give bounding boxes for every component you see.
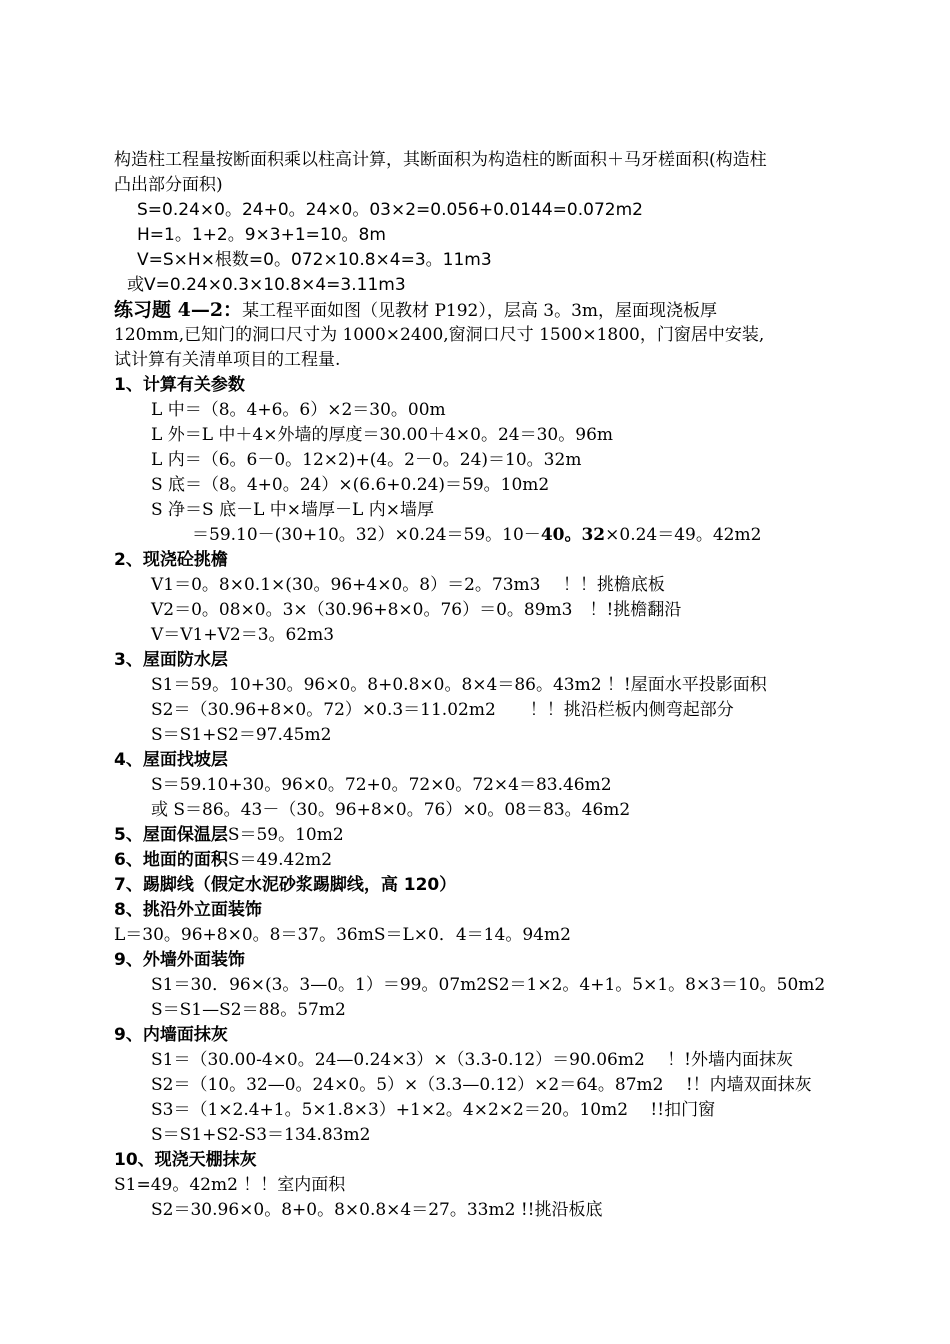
section-1-line-2: L 外＝L 中＋4×外墙的厚度＝30.00＋4×0。24＝30。96m: [151, 425, 614, 445]
section-5-text: S＝59。10m2: [227, 825, 344, 845]
section-3-heading: 3、屋面防水层: [114, 650, 228, 670]
section-5-line: [114, 823, 344, 847]
exercise-line-1: [114, 298, 717, 322]
section-4-line-1: S＝59.10+30。96×0。72+0。72×0。72×4＝83.46m2: [151, 775, 612, 795]
exercise-line-3: 试计算有关清单项目的工程量.: [114, 350, 341, 370]
section-9b-heading: 9、内墙面抹灰: [114, 1025, 228, 1045]
intro-line-2: 凸出部分面积): [114, 175, 223, 195]
intro-line-1: 构造柱工程量按断面积乘以柱高计算，其断面积为构造柱的断面积＋马牙槎面积(构造柱: [114, 150, 767, 170]
section-6-text: S＝49.42m2: [227, 850, 333, 870]
section-2-line-2: V2＝0。08×0。3×（30.96+8×0。76）＝0。89m3 ！!挑檐翻沿: [151, 600, 682, 620]
section-5-heading: 5、屋面保温层: [114, 825, 228, 845]
section-4-line-2: 或 S＝86。43－（30。96+8×0。76）×0。08＝83。46m2: [151, 800, 631, 820]
section-6-heading: 6、地面的面积: [114, 850, 228, 870]
section-9b-line-2: S2＝（10。32—0。24×0。5）×（3.3—0.12）×2＝64。87m2 !！内墙双面抹灰: [151, 1075, 812, 1095]
section-1-line-1: L 中＝（8。4+6。6）×2＝30。00m: [151, 400, 446, 420]
section-2-line-3: V＝V1+V2＝3。62m3: [151, 625, 335, 645]
section-9b-line-3: S3＝（1×2.4+1。5×1.8×3）+1×2。4×2×2＝20。10m2 !!扣门窗: [151, 1100, 716, 1120]
section-9a-line-2: S＝S1—S2＝88。57m2: [151, 1000, 346, 1020]
section-1-line-6-a: ＝59.10－(30+10。32）×0.24＝59。10－: [192, 525, 541, 545]
section-9a-line-1: S1＝30．96×(3。3—0。1）＝99。07m2S2＝1×2。4+1。5×1。8×3＝10。50m2: [151, 975, 826, 995]
section-1-line-5: S 净＝S 底－L 中×墙厚－L 内×墙厚: [151, 500, 434, 520]
section-1-heading: 1、计算有关参数: [114, 375, 245, 395]
section-1-line-6-bold: 40。32: [540, 525, 606, 545]
section-3-line-1: S1＝59。10+30。96×0。8+0.8×0。8×4＝86。43m2 ！!屋面水平投影面积: [151, 675, 767, 695]
section-1-line-3: L 内＝（6。6－0。12×2)+(4。2－0。24)＝10。32m: [151, 450, 582, 470]
exercise-line-2: 120mm,已知门的洞口尺寸为 1000×2400,窗洞口尺寸 1500×1800，门窗居中安装,: [114, 325, 765, 345]
section-3-line-3: S＝S1+S2＝97.45m2: [151, 725, 332, 745]
section-10-heading: 10、现浇天棚抹灰: [114, 1150, 257, 1170]
section-2-line-1: V1＝0。8×0.1×(30。96+4×0。8）＝2。73m3 ！！挑檐底板: [151, 575, 665, 595]
section-4-heading: 4、屋面找坡层: [114, 750, 228, 770]
section-9b-line-1: S1＝（30.00-4×0。24—0.24×3）×（3.3-0.12）＝90.06m2 ！!外墙内面抹灰: [151, 1050, 794, 1070]
intro-formula-area: S=0.24×0。24+0。24×0。03×2=0.056+0.0144=0.072m2: [137, 200, 643, 220]
section-10-line-2: S2＝30.96×0。8+0。8×0.8×4＝27。33m2 !!挑沿板底: [151, 1200, 603, 1220]
section-10-line-1: S1=49。42m2 ！！室内面积: [114, 1175, 346, 1195]
exercise-text-1: 某工程平面如图（见教材 P192），层高 3。3m，屋面现浇板厚: [242, 301, 718, 321]
section-8-line-1: L＝30。96+8×0。8＝37。36mS＝L×0．4＝14。94m2: [114, 925, 571, 945]
section-1-line-6: [192, 523, 761, 547]
section-1-line-6-c: ×0.24＝49。42m2: [605, 525, 762, 545]
intro-formula-volume-alt: 或V=0.24×0.3×10.8×4=3.11m3: [127, 275, 406, 295]
section-9a-heading: 9、外墙外面装饰: [114, 950, 245, 970]
intro-formula-height: H=1。1+2。9×3+1=10。8m: [137, 225, 386, 245]
section-2-heading: 2、现浇砼挑檐: [114, 550, 228, 570]
exercise-title: 练习题 4—2：: [114, 299, 243, 321]
section-3-line-2: S2＝（30.96+8×0。72）×0.3＝11.02m2 ！！挑沿栏板内侧弯起部分: [151, 700, 734, 720]
intro-formula-volume: V=S×H×根数=0。072×10.8×4=3。11m3: [137, 250, 492, 270]
section-8-heading: 8、挑沿外立面装饰: [114, 900, 262, 920]
section-7-heading: 7、踢脚线（假定水泥砂浆踢脚线，高 120）: [114, 875, 457, 895]
section-9b-line-4: S＝S1+S2-S3＝134.83m2: [151, 1125, 371, 1145]
section-1-line-4: S 底＝（8。4+0。24）×(6.6+0.24)＝59。10m2: [151, 475, 550, 495]
section-6-line: [114, 848, 332, 872]
